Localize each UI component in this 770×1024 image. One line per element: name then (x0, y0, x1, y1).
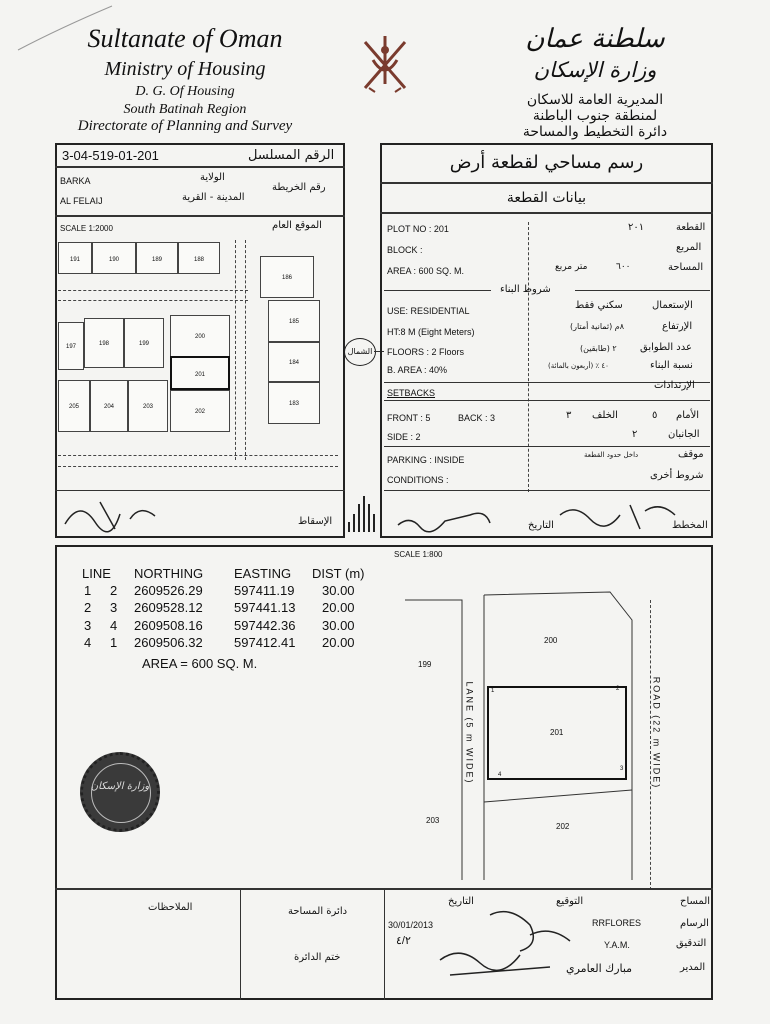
back-setback: BACK : 3 (458, 413, 496, 423)
map-plot: 198 (84, 318, 124, 368)
coord-area: AREA = 600 SQ. M. (142, 656, 258, 671)
block: BLOCK : (387, 245, 423, 255)
map-no-label-ar: رقم الخريطة (272, 182, 326, 193)
map-plot: 203 (128, 380, 168, 432)
site-plot-200: 200 (544, 636, 558, 645)
floors: FLOORS : 2 Floors (387, 347, 465, 357)
map-plot: 205 (58, 380, 90, 432)
area-label-ar: المساحة (668, 262, 704, 273)
header-directorate: Directorate of Planning and Survey (77, 118, 293, 134)
footer-date: 30/01/2013 (388, 920, 434, 930)
floors-val-ar: ٢ (طابقين) (580, 344, 617, 353)
use-label-ar: الإستعمال (652, 300, 693, 311)
building-area-val-ar: ٤٠ ٪ (أربعون بالمائة) (548, 362, 609, 370)
area-unit-ar: متر مربع (555, 262, 588, 272)
town-label-ar: المدينة - القرية (182, 192, 245, 203)
height-val-ar: ٨م (ثمانية أمتار) (570, 322, 625, 331)
map-plot: 185 (268, 300, 320, 342)
plot-no: PLOT NO : 201 (387, 224, 449, 234)
signature-footer (430, 905, 580, 985)
date-label-ar: التاريخ (528, 520, 554, 531)
header-region-ar: لمنطقة جنوب الباطنة (532, 108, 658, 124)
map-plot: 190 (92, 242, 136, 274)
drawer-name: RRFLORES (592, 918, 642, 928)
location-scale: SCALE 1:2000 (60, 224, 113, 233)
parking: PARKING : INSIDE (387, 455, 465, 465)
parking-label-ar: موقف (678, 449, 704, 460)
header-directorate-ar: دائرة التخطيط والمساحة (522, 124, 668, 140)
map-plot: 204 (90, 380, 128, 432)
parking-val-ar: داخل حدود القطعة (584, 451, 639, 459)
map-plot: 199 (124, 318, 164, 368)
dept-stamp-ar: ختم الدائرة (294, 952, 341, 963)
conditions: CONDITIONS : (387, 475, 449, 485)
side-label-ar: الجانبان (668, 429, 700, 440)
map-plot: 197 (58, 322, 84, 370)
footer-date-label-ar: التاريخ (448, 896, 474, 907)
map-plot: 186 (260, 256, 314, 298)
map-plot: 200 (170, 315, 230, 357)
plot-no-label-ar: القطعة (676, 222, 706, 233)
header-region: South Batinah Region (123, 102, 247, 117)
north-arrow-icon: الشمال (344, 338, 376, 366)
floors-label-ar: عدد الطوابق (640, 342, 692, 353)
signature-planner (390, 495, 680, 535)
building-area: B. AREA : 40% (387, 365, 448, 375)
town-value: AL FELAIJ (60, 196, 103, 206)
back-label-ar: الخلف (592, 410, 618, 421)
seal-text: وزارة الإسكان (90, 781, 150, 792)
map-plot: 184 (268, 342, 320, 382)
plot-no-val-ar: ٢٠١ (628, 222, 645, 233)
hatch-bars-icon (346, 492, 378, 534)
height-label-ar: الإرتفاع (662, 321, 693, 332)
header-country-ar: سلطنة عمان (525, 24, 665, 54)
general-site-ar: الموقع العام (272, 220, 322, 231)
signature-left (60, 494, 170, 534)
site-plot-203: 203 (426, 816, 440, 825)
lane-label: LANE (5 m WIDE) (464, 681, 475, 785)
footer-signature-label-ar: التوقيع (556, 896, 584, 907)
height: HT:8 M (Eight Meters) (387, 327, 475, 337)
remarks-label-ar: الملاحظات (148, 902, 193, 913)
site-plot-202: 202 (556, 822, 570, 831)
map-plot: 188 (178, 242, 220, 274)
building-conditions-ar: شروط البناء (500, 284, 551, 295)
checker-name: Y.A.M. (604, 940, 630, 950)
map-plot: 183 (268, 382, 320, 424)
site-plan-scale: SCALE 1:800 (394, 550, 443, 559)
corner-4: 4 (498, 772, 502, 778)
block-label-ar: المربع (676, 242, 702, 253)
director-label-ar: المدير (680, 962, 706, 973)
front-val-ar: ٥ (652, 410, 658, 421)
wilayat-label-ar: الولاية (200, 172, 225, 183)
header-country: Sultanate of Oman (87, 24, 283, 53)
ministry-seal (80, 752, 160, 832)
drawer-label-ar: الرسام (680, 918, 709, 929)
area: AREA : 600 SQ. M. (387, 266, 465, 276)
setbacks-heading-ar: الإرتدادات (654, 380, 695, 391)
front-setback: FRONT : 5 (387, 413, 431, 423)
survey-dept-ar: دائرة المساحة (288, 906, 348, 917)
side-setback: SIDE : 2 (387, 432, 421, 442)
header-dg-ar: المديرية العامة للاسكان (526, 92, 664, 108)
front-label-ar: الأمام (676, 410, 700, 421)
road-label: ROAD (22 m WIDE) (651, 676, 662, 790)
wilayat-value: BARKA (60, 176, 91, 186)
building-area-label-ar: نسبة البناء (650, 360, 693, 371)
planner-label-ar: المخطط (672, 520, 708, 531)
checker-label-ar: التدقيق (676, 938, 707, 949)
footer-date-handwritten: ٤/٢ (396, 935, 411, 947)
plot-data-subtitle-ar: بيانات القطعة (506, 190, 587, 206)
map-plot: 189 (136, 242, 178, 274)
site-plot-201: 201 (550, 728, 564, 737)
map-plot: 191 (58, 242, 92, 274)
use-val-ar: سكني فقط (575, 300, 623, 311)
director-name: مبارك العامري (566, 962, 633, 975)
surveyor-label-ar: المساح (680, 896, 711, 907)
corner-1: 1 (491, 688, 495, 694)
serial-label-ar: الرقم المسلسل (248, 148, 335, 163)
use: USE: RESIDENTIAL (387, 306, 470, 316)
site-plan-drawing (400, 580, 650, 880)
side-val-ar: ٢ (632, 429, 638, 440)
header-dg: D. G. Of Housing (135, 84, 235, 99)
header-ministry-ar: وزارة الإسكان (533, 58, 657, 82)
corner-2: 2 (616, 686, 620, 692)
site-plot-199: 199 (418, 660, 432, 669)
map-plot-selected: 201 (170, 356, 230, 390)
projection-label-ar: الإسقاط (298, 516, 333, 527)
oman-emblem-icon (355, 30, 415, 96)
area-val-ar: ٦٠٠ (616, 262, 631, 272)
header-ministry: Ministry of Housing (104, 58, 266, 80)
map-plot: 202 (170, 390, 230, 432)
back-val-ar: ٣ (566, 410, 572, 421)
corner-3: 3 (620, 766, 624, 772)
serial-number: 3-04-519-01-201 (62, 148, 159, 163)
conditions-label-ar: شروط أخرى (650, 470, 704, 481)
setbacks-heading: SETBACKS (387, 388, 436, 398)
plot-drawing-title-ar: رسم مساحي لقطعة أرض (449, 152, 644, 173)
